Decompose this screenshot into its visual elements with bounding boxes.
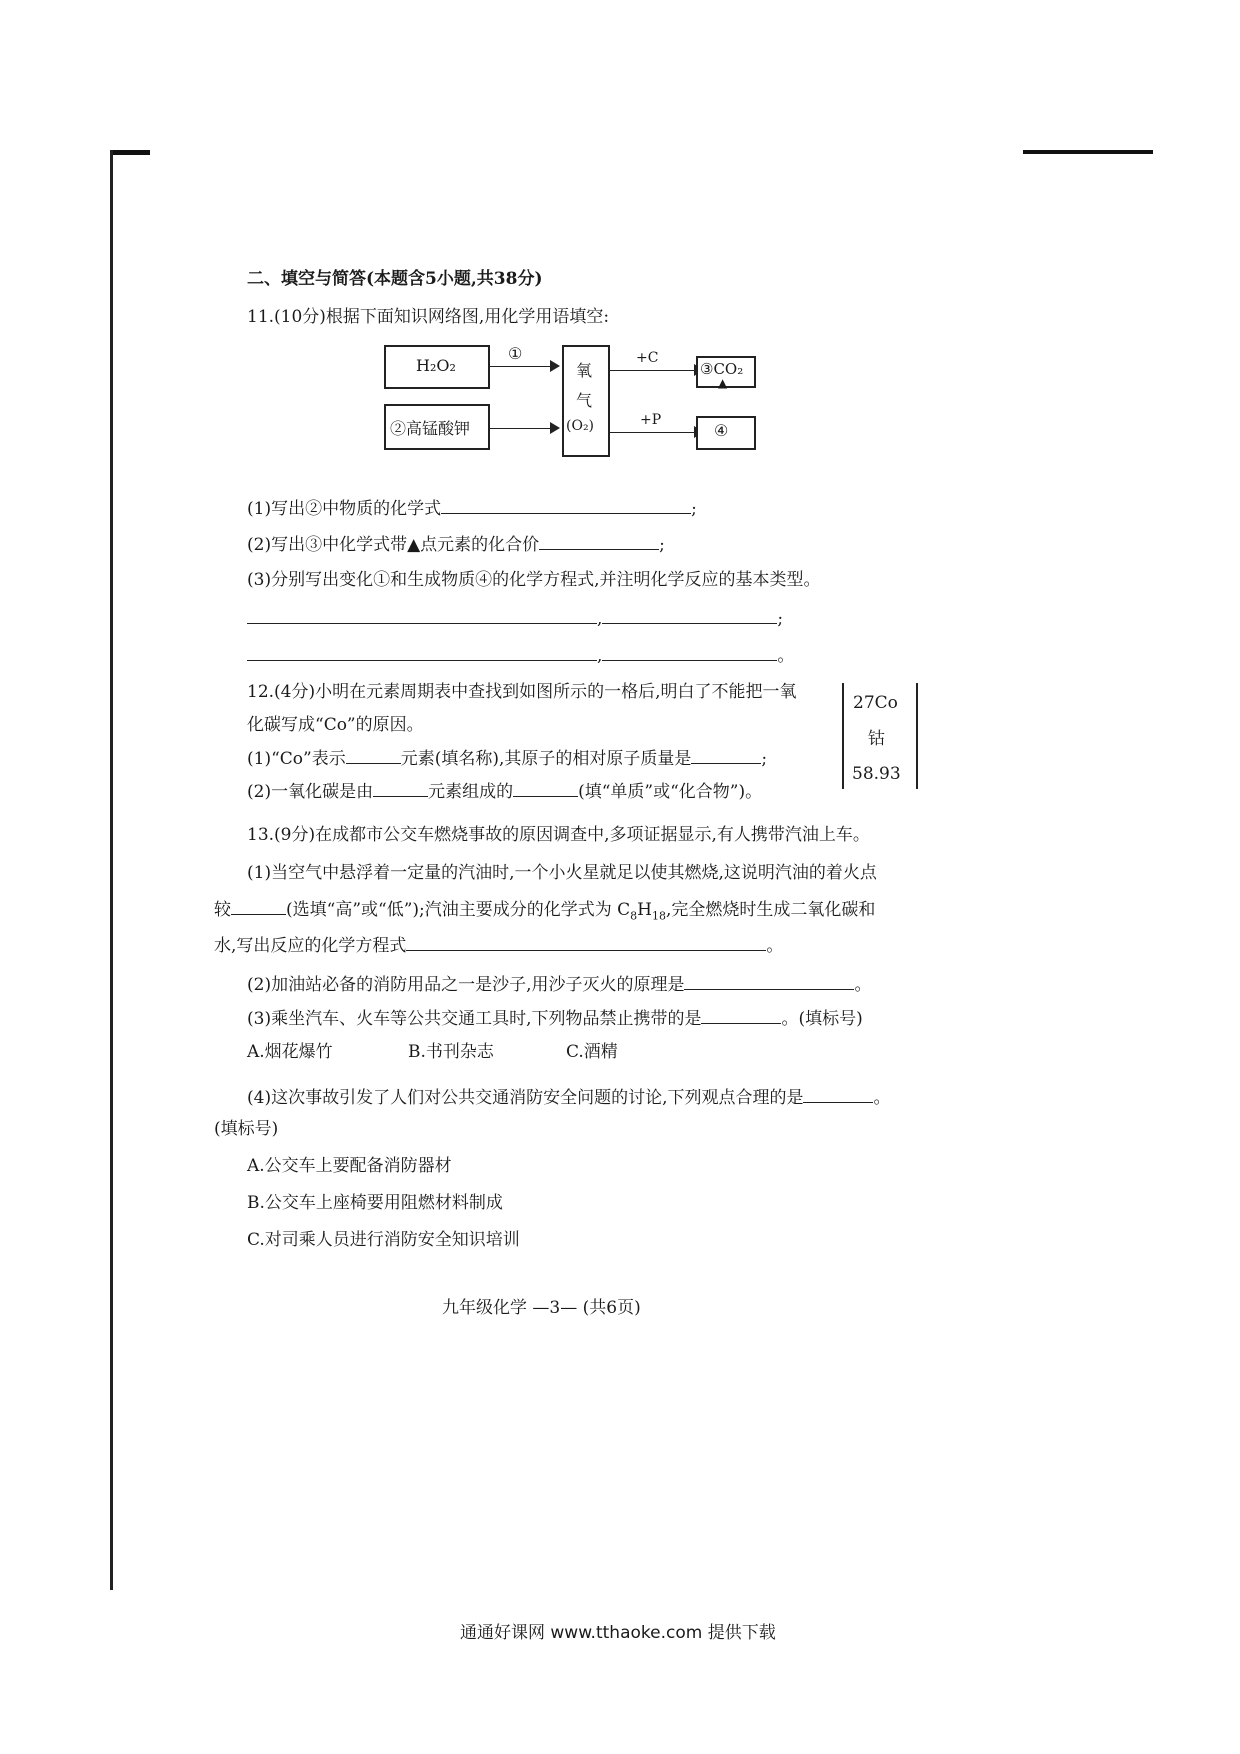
formula-sub-18: 18	[652, 909, 666, 923]
corner-mark-left	[110, 150, 150, 155]
section-title: 二、填空与简答(本题含5小题,共38分)	[247, 269, 543, 289]
q13-part1-line3	[214, 934, 783, 957]
answer-blank[interactable]	[684, 973, 854, 990]
page-number-label: 九年级化学 —3— (共6页)	[442, 1298, 641, 1318]
q13-part4-text: (4)这次事故引发了人们对公共交通消防安全问题的讨论,下列观点合理的是	[247, 1088, 804, 1108]
answer-blank[interactable]	[691, 747, 761, 764]
q12-part1	[247, 747, 767, 770]
answer-blank[interactable]	[346, 747, 401, 764]
q11-line1-sep: ,	[597, 609, 603, 629]
q11-stem: 11.(10分)根据下面知识网络图,用化学用语填空:	[247, 307, 610, 327]
box-kmno4-text: ②高锰酸钾	[390, 419, 471, 438]
label-plus-p: +P	[640, 412, 662, 428]
q13-part1-line2-a: 较	[214, 900, 231, 920]
box-oxygen-l3: (O₂)	[566, 418, 595, 434]
q11-line1	[247, 607, 783, 630]
q13-part1-line2-b: (选填“高”或“低”);汽油主要成分的化学式为 C	[286, 900, 631, 920]
q12-part2-a: (2)一氧化碳是由	[247, 782, 374, 802]
label-plus-c: +C	[636, 350, 659, 366]
q11-line2	[247, 644, 794, 667]
download-watermark: 通通好课网 www.tthaoke.com 提供下载	[460, 1623, 776, 1643]
q13-option4-b: B.公交车上座椅要用阻燃材料制成	[247, 1193, 503, 1213]
q13-part3-end: 。(填标号)	[781, 1009, 863, 1029]
q13-part3-text: (3)乘坐汽车、火车等公共交通工具时,下列物品禁止携带的是	[247, 1009, 702, 1029]
q12-part2	[247, 780, 762, 803]
q11-part1-end: ;	[691, 499, 697, 519]
arrow-1-line	[490, 366, 552, 367]
q13-option4-a: A.公交车上要配备消防器材	[247, 1156, 452, 1176]
box-h2o2-text: H₂O₂	[416, 356, 456, 375]
answer-blank[interactable]	[247, 607, 597, 624]
answer-blank[interactable]	[602, 607, 777, 624]
q13-part1-line3-end: 。	[766, 936, 784, 956]
arrow-2-head	[550, 422, 560, 434]
arrow-3-line	[610, 370, 696, 371]
answer-blank[interactable]	[373, 780, 428, 797]
q13-part1-line1: (1)当空气中悬浮着一定量的汽油时,一个小火星就足以使其燃烧,这说明汽油的着火点	[247, 863, 877, 883]
arrow-4-line	[610, 432, 696, 433]
q12-part2-b: 元素组成的	[428, 782, 514, 802]
q13-part2-end: 。	[854, 975, 872, 995]
answer-blank[interactable]	[701, 1007, 781, 1024]
q11-part3: (3)分别写出变化①和生成物质④的化学方程式,并注明化学反应的基本类型。	[247, 570, 821, 590]
q12-stem-line2: 化碳写成“Co”的原因。	[247, 715, 424, 735]
box-4-text: ④	[714, 421, 729, 440]
q11-part2-text: (2)写出③中化学式带▲点元素的化合价	[247, 535, 540, 555]
answer-blank[interactable]	[539, 533, 659, 550]
q13-part4-end: 。	[873, 1088, 891, 1108]
box-oxygen-l1: 氧	[576, 361, 593, 380]
q11-part1-text: (1)写出②中物质的化学式	[247, 499, 442, 519]
q11-part1	[247, 497, 697, 520]
q11-line2-sep: ,	[597, 646, 603, 666]
q13-option-a: A.烟花爆竹	[247, 1042, 333, 1062]
answer-blank[interactable]	[602, 644, 777, 661]
q13-stem: 13.(9分)在成都市公交车燃烧事故的原因调查中,多项证据显示,有人携带汽油上车。	[247, 825, 870, 845]
box-co2-text: ③CO₂	[700, 360, 744, 378]
q12-part1-a: (1)“Co”表示	[247, 749, 346, 769]
q13-part4	[247, 1086, 890, 1109]
formula-sub-8: 8	[630, 909, 638, 923]
q11-line2-end: 。	[777, 646, 795, 666]
q12-part1-b: 元素(填名称),其原子的相对原子质量是	[400, 749, 692, 769]
triangle-mark: ▲	[718, 376, 728, 390]
answer-blank[interactable]	[513, 780, 578, 797]
box-oxygen-l2: 气	[576, 391, 593, 410]
label-1: ①	[508, 344, 523, 363]
corner-mark-right	[1023, 150, 1153, 154]
answer-blank[interactable]	[247, 644, 597, 661]
arrow-1-head	[550, 360, 560, 372]
q13-option-b: B.书刊杂志	[408, 1042, 494, 1062]
element-mass: 58.93	[852, 764, 901, 784]
q12-part1-end: ;	[761, 749, 768, 769]
arrow-2-line	[490, 428, 552, 429]
q13-option4-c: C.对司乘人员进行消防安全知识培训	[247, 1230, 520, 1250]
q11-part2-end: ;	[659, 535, 665, 555]
q13-option-c: C.酒精	[566, 1042, 618, 1062]
element-name: 钴	[868, 729, 885, 749]
answer-blank[interactable]	[231, 898, 286, 915]
answer-blank[interactable]	[406, 934, 766, 951]
q13-part2	[247, 973, 871, 996]
q13-part4-note: (填标号)	[214, 1119, 279, 1139]
q13-part1-line2-c: ,完全燃烧时生成二氧化碳和	[666, 900, 876, 920]
element-number-symbol: 27Co	[853, 693, 898, 713]
q11-part2	[247, 533, 665, 556]
answer-blank[interactable]	[441, 497, 691, 514]
answer-blank[interactable]	[803, 1086, 873, 1103]
q12-stem-line1: 12.(4分)小明在元素周期表中查找到如图所示的一格后,明白了不能把一氧	[247, 682, 797, 702]
q13-part2-text: (2)加油站必备的消防用品之一是沙子,用沙子灭火的原理是	[247, 975, 685, 995]
q13-part3	[247, 1007, 863, 1030]
q12-part2-c: (填“单质”或“化合物”)。	[578, 782, 763, 802]
left-margin-line	[110, 150, 113, 1590]
q13-part1-line2	[214, 898, 875, 927]
q13-part1-line3-text: 水,写出反应的化学方程式	[214, 936, 407, 956]
formula-h: H	[637, 900, 652, 920]
q11-line1-end: ;	[777, 609, 784, 629]
